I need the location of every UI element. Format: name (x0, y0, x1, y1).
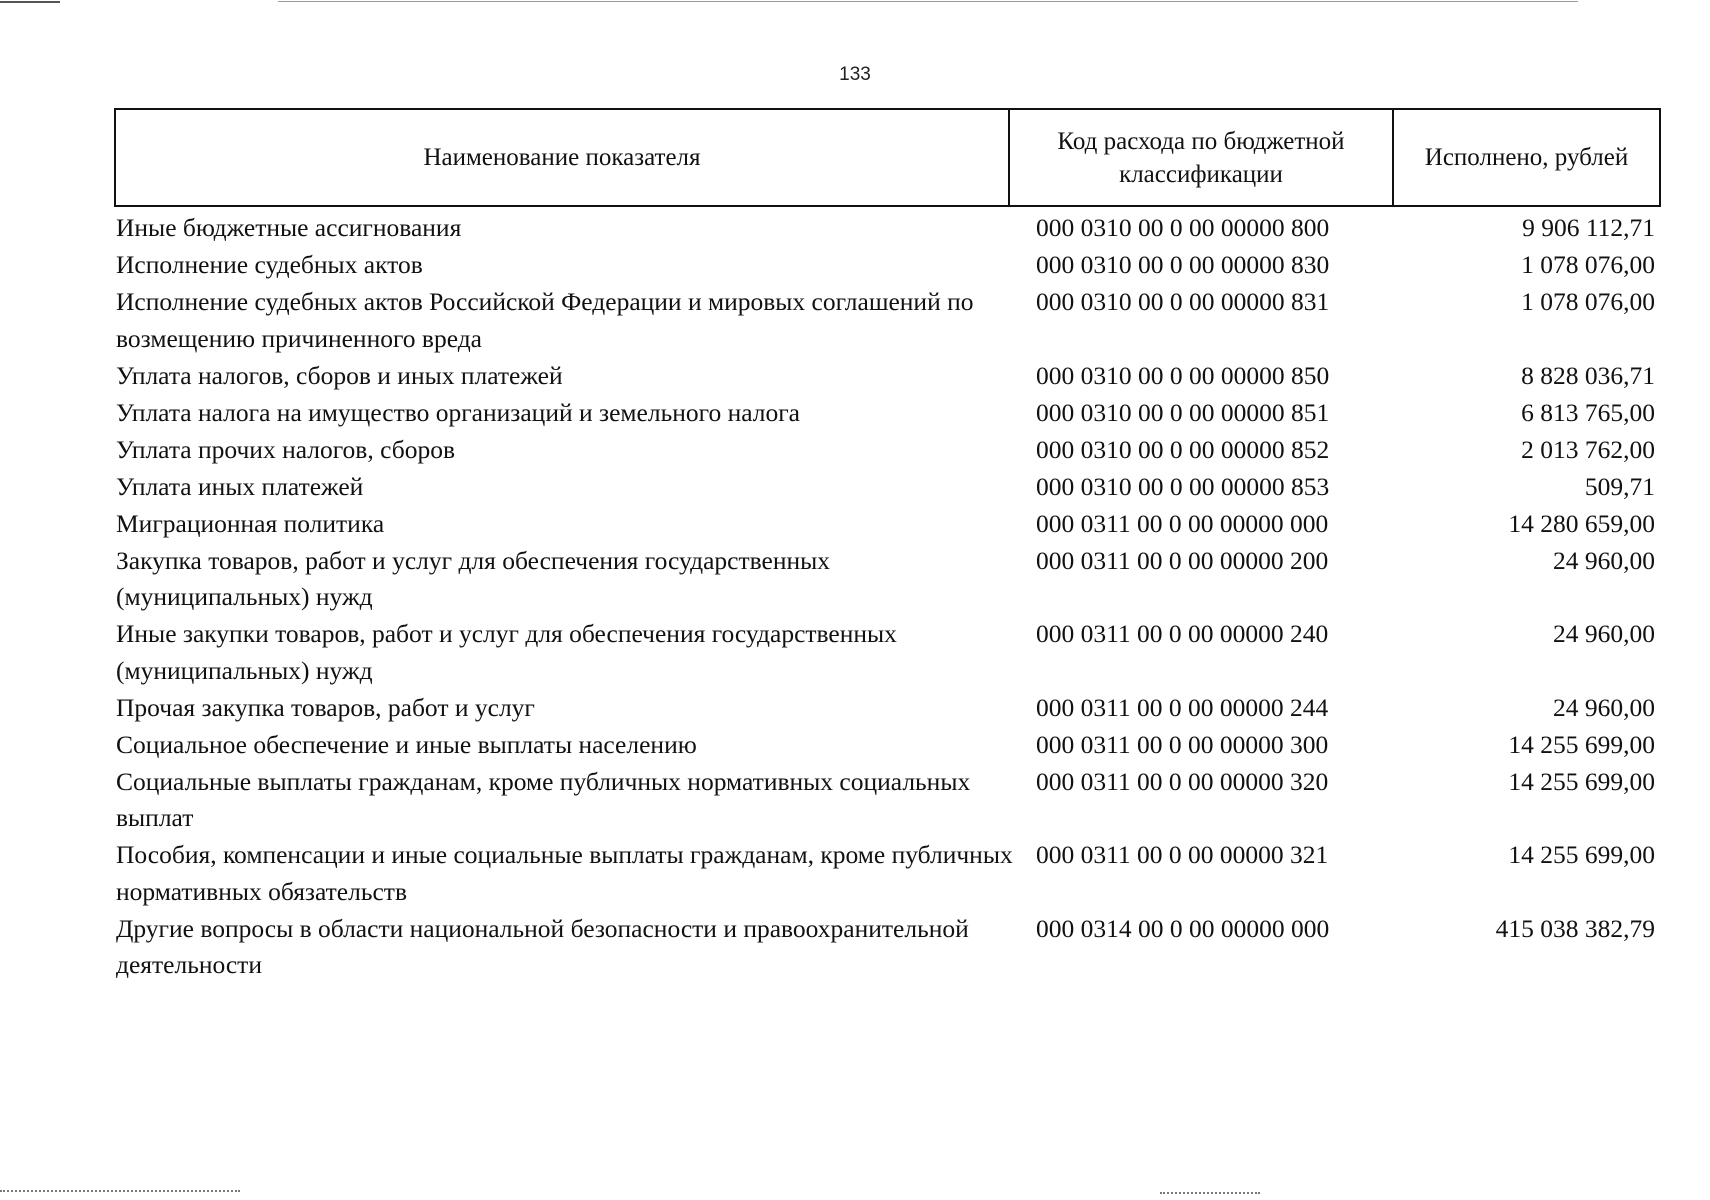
row-code: 000 0310 00 0 00 00000 852 (1036, 434, 1330, 464)
row-name: Уплата налога на имущество организаций и земельного налога (116, 397, 801, 427)
row-code: 000 0311 00 0 00 00000 244 (1036, 692, 1329, 722)
row-name: Иные бюджетные ассигнования (116, 213, 462, 242)
row-name: Уплата прочих налогов, сборов (116, 434, 455, 464)
row-name: Исполнение судебных актов (116, 250, 423, 279)
row-name: Прочая закупка товаров, работ и услуг (116, 692, 535, 722)
row-code: 000 0311 00 0 00 00000 300 (1036, 729, 1329, 759)
header-amount-column: Исполнено, рублей (1392, 110, 1659, 205)
row-name: Миграционная политика (116, 508, 385, 538)
table-row (116, 764, 1660, 837)
row-code: 000 0311 00 0 00 00000 000 (1036, 508, 1329, 538)
row-code: 000 0310 00 0 00 00000 830 (1036, 250, 1330, 279)
table-row (116, 395, 1660, 432)
row-name: Исполнение судебных актов Российской Федерации и мировых соглашений по возмещению причиненного вреда (116, 287, 974, 353)
table-row (116, 210, 1660, 247)
row-amount: 415 038 382,79 (1495, 913, 1655, 943)
header-code-column: Код расхода по бюджетной классификации (1008, 110, 1392, 205)
row-code: 000 0314 00 0 00 00000 000 (1036, 913, 1330, 943)
row-amount: 9 906 112,71 (1522, 213, 1655, 242)
row-code: 000 0311 00 0 00 00000 240 (1036, 619, 1329, 648)
row-amount: 14 255 699,00 (1508, 766, 1655, 796)
row-code: 000 0310 00 0 00 00000 853 (1036, 471, 1330, 501)
row-name: Закупка товаров, работ и услуг для обеспечения государственных (муниципальных) нужд (116, 545, 831, 611)
row-amount: 509,71 (1584, 471, 1655, 501)
row-amount: 14 280 659,00 (1508, 508, 1655, 538)
row-amount: 8 828 036,71 (1521, 360, 1655, 390)
table-header (114, 108, 1661, 207)
table-row (116, 284, 1660, 357)
table-row (116, 506, 1660, 543)
row-code: 000 0311 00 0 00 00000 320 (1036, 766, 1329, 796)
row-name: Другие вопросы в области национальной безопасности и правоохранительной деятельности (116, 913, 969, 979)
scan-noise-mark (0, 1190, 240, 1192)
row-amount: 1 078 076,00 (1521, 250, 1655, 279)
row-amount: 14 255 699,00 (1508, 840, 1655, 869)
table-row (116, 432, 1660, 469)
row-code: 000 0310 00 0 00 00000 831 (1036, 287, 1330, 316)
row-amount: 1 078 076,00 (1521, 287, 1655, 316)
table-row (116, 690, 1660, 727)
scan-edge-mark (0, 1, 60, 3)
table-row (116, 247, 1660, 284)
table-row (116, 358, 1660, 395)
row-name: Социальное обеспечение и иные выплаты населению (116, 729, 697, 759)
row-name: Иные закупки товаров, работ и услуг для обеспечения государственных (муниципальных) нужд (116, 619, 897, 685)
row-amount: 2 013 762,00 (1521, 434, 1655, 464)
row-amount: 24 960,00 (1553, 619, 1655, 648)
row-amount: 14 255 699,00 (1508, 729, 1655, 759)
row-code: 000 0310 00 0 00 00000 851 (1036, 397, 1330, 427)
table-row (116, 543, 1660, 616)
scan-noise-mark (1160, 1192, 1260, 1194)
row-amount: 24 960,00 (1553, 545, 1655, 575)
row-code: 000 0310 00 0 00 00000 850 (1036, 360, 1330, 390)
table-row (116, 911, 1660, 984)
table-row (116, 837, 1660, 910)
table-row (116, 727, 1660, 764)
row-name: Уплата налогов, сборов и иных платежей (116, 360, 563, 390)
table-body (116, 210, 1660, 984)
scan-edge-line (278, 1, 1578, 2)
row-code: 000 0311 00 0 00 00000 200 (1036, 545, 1329, 575)
row-name: Уплата иных платежей (116, 471, 364, 501)
table-row (116, 469, 1660, 506)
row-amount: 24 960,00 (1553, 692, 1655, 722)
row-name: Социальные выплаты гражданам, кроме публичных нормативных социальных выплат (116, 766, 971, 832)
row-amount: 6 813 765,00 (1521, 397, 1655, 427)
row-code: 000 0311 00 0 00 00000 321 (1036, 840, 1329, 869)
row-name: Пособия, компенсации и иные социальные выплаты гражданам, кроме публичных нормативных обязательств (116, 840, 1013, 906)
table-row (116, 616, 1660, 689)
page-number: 133 (839, 64, 871, 85)
header-name-column: Наименование показателя (423, 144, 701, 171)
row-code: 000 0310 00 0 00 00000 800 (1036, 213, 1330, 242)
